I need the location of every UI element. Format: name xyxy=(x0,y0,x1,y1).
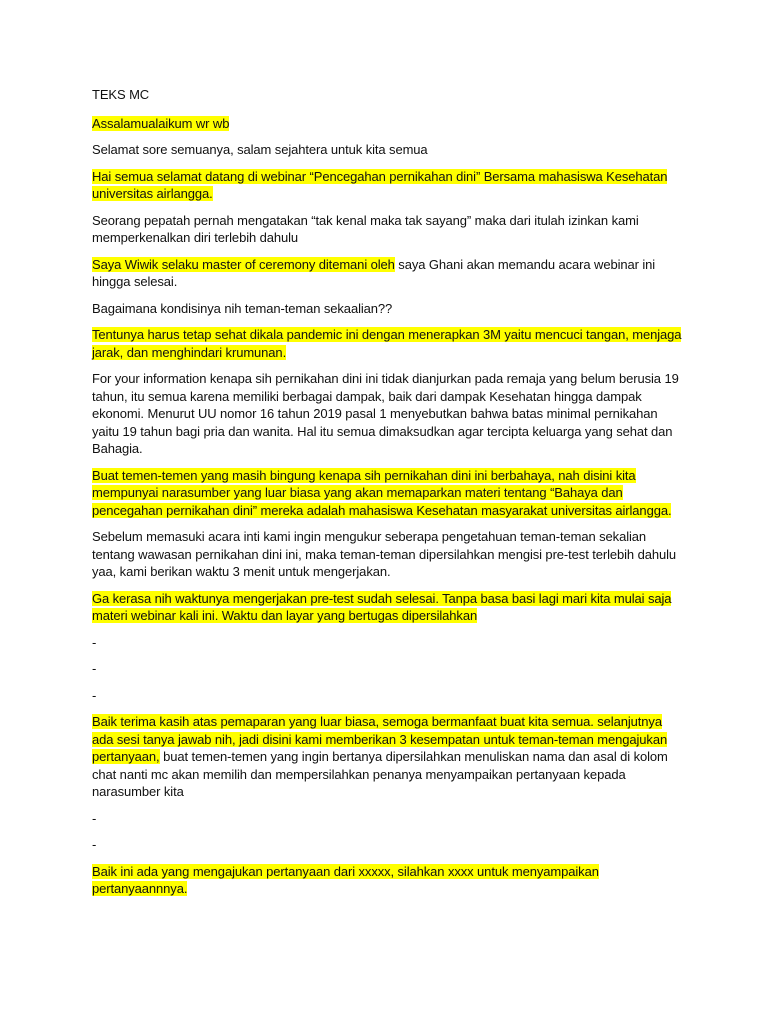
paragraph xyxy=(92,115,682,133)
paragraph-text: For your information kenapa sih pernikahan dini ini tidak dianjurkan pada remaja yang belum berusia 19 tahun, itu semua karena memiliki berbagai dampak, baik dari dampak Kesehatan hingga dampak ekonomi. Menurut UU nomor 16 tahun 2019 pasal 1 menyebutkan bahwa batas minimal pernikahan yaitu 19 tahun bagi pria dan wanita. Hal itu semua dimaksudkan agar tercipta keluarga yang sehat dan Bahagia. xyxy=(92,371,679,456)
paragraph xyxy=(92,326,682,361)
paragraph-text: - xyxy=(92,634,97,650)
paragraph xyxy=(92,528,682,581)
paragraph-text: - xyxy=(92,661,97,676)
paragraph-text: saya Ghani akan memandu acara webinar ini hingga selesai. xyxy=(92,256,656,289)
paragraph xyxy=(92,863,682,898)
paragraph xyxy=(92,590,682,625)
paragraph xyxy=(92,467,682,520)
paragraph-text: Selamat sore semuanya, salam sejahtera untuk kita semua xyxy=(92,142,428,157)
bullet-dash xyxy=(92,660,682,678)
paragraph-text: buat temen-temen yang ingin bertanya dipersilahkan menuliskan nama dan asal di kolom chat nanti mc akan memilih dan mempersilahkan penanya menyampaikan pertanyaan kepada narasumber kita xyxy=(92,749,668,799)
bullet-dash xyxy=(92,634,682,652)
bullet-dash xyxy=(92,810,682,828)
paragraph xyxy=(92,168,682,203)
highlighted-text: Hai semua selamat datang di webinar “Pencegahan pernikahan dini” Bersama mahasiswa Kesehatan universitas airlangga. xyxy=(92,168,668,201)
paragraph-text: Seorang pepatah pernah mengatakan “tak kenal maka tak sayang” maka dari itulah izinkan kami memperkenalkan diri terlebih dahulu xyxy=(92,212,639,245)
paragraph xyxy=(92,300,682,318)
document-body xyxy=(92,115,682,898)
paragraph-text: - xyxy=(92,810,97,826)
paragraph-text: - xyxy=(92,687,97,703)
bullet-dash xyxy=(92,687,682,705)
highlighted-text: Tentunya harus tetap sehat dikala pandemic ini dengan menerapkan 3M yaitu mencuci tangan, menjaga jarak, dan menghindari krumunan. xyxy=(92,327,682,360)
bullet-dash xyxy=(92,836,682,854)
paragraph xyxy=(92,256,682,291)
highlighted-text: Baik ini ada yang mengajukan pertanyaan dari xxxxx, silahkan xxxx untuk menyampaikan pertanyaannnya. xyxy=(92,863,599,896)
document-page xyxy=(92,86,682,907)
paragraph xyxy=(92,212,682,247)
paragraph xyxy=(92,713,682,801)
highlighted-text: Baik terima kasih atas pemaparan yang luar biasa, semoga bermanfaat buat kita semua. selanjutnya ada sesi tanya jawab nih, jadi disini kami memberikan 3 kesempatan untuk teman-teman mengajukan pertanyaan, xyxy=(92,714,668,764)
highlighted-text: Ga kerasa nih waktunya mengerjakan pre-test sudah selesai. Tanpa basa basi lagi mari kita mulai saja materi webinar kali ini. Waktu dan layar yang bertugas dipersilahkan xyxy=(92,590,672,623)
paragraph xyxy=(92,370,682,458)
highlighted-text: Buat temen-temen yang masih bingung kenapa sih pernikahan dini ini berbahaya, nah disini kita mempunyai narasumber yang luar biasa yang akan memaparkan materi tentang “Bahaya dan pencegahan pernikahan dini” mereka adalah mahasiswa Kesehatan masyarakat universitas airlangga. xyxy=(92,467,672,518)
paragraph-text: Sebelum memasuki acara inti kami ingin mengukur seberapa pengetahuan teman-teman sekalian tentang wawasan pernikahan dini ini, maka teman-teman dipersilahkan mengisi pre-test terlebih dahulu yaa, kami berikan waktu 3 menit untuk mengerjakan. xyxy=(92,529,677,579)
highlighted-text: Saya Wiwik selaku master of ceremony ditemani oleh xyxy=(92,256,395,272)
document-title: TEKS MC xyxy=(92,87,150,102)
highlighted-text: Assalamualaikum wr wb xyxy=(92,115,230,131)
paragraph-text: Bagaimana kondisinya nih teman-teman sekaalian?? xyxy=(92,300,393,316)
paragraph xyxy=(92,141,682,159)
paragraph-text: - xyxy=(92,837,97,852)
